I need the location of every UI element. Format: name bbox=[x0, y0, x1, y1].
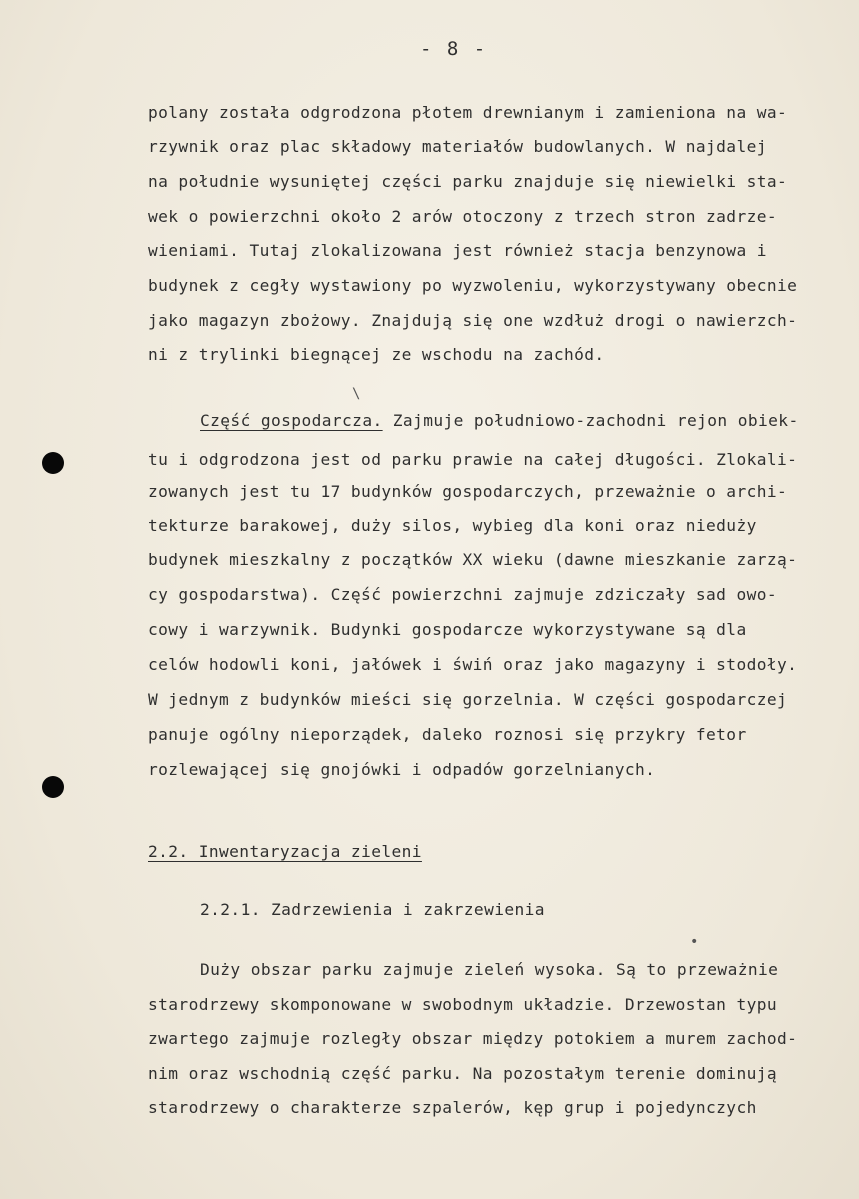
text-line: Duży obszar parku zajmuje zieleń wysoka. Są to przeważnie bbox=[200, 960, 779, 979]
text-line: polany została odgrodzona płotem drewnianym i zamieniona na wa- bbox=[148, 103, 788, 122]
text-line: budynek z cegły wystawiony po wyzwoleniu, wykorzystywany obecnie bbox=[148, 276, 798, 295]
part-heading: Część gospodarcza. bbox=[200, 411, 383, 430]
text-line: rozlewającej się gnojówki i odpadów gorzelnianych. bbox=[148, 760, 656, 779]
text-line: zowanych jest tu 17 budynków gospodarczych, przeważnie o archi- bbox=[148, 482, 788, 501]
text-line: rzywnik oraz plac składowy materiałów budowlanych. W najdalej bbox=[148, 137, 767, 156]
text-fragment: Zajmuje południowo-zachodni rejon obiek- bbox=[382, 411, 799, 430]
text-line: starodrzewy skomponowane w swobodnym układzie. Drzewostan typu bbox=[148, 995, 778, 1014]
stray-mark: \ bbox=[352, 386, 361, 402]
text-line: nim oraz wschodnią część parku. Na pozostałym terenie dominują bbox=[148, 1064, 778, 1083]
stray-mark: • bbox=[690, 934, 699, 950]
text-line bbox=[200, 411, 840, 430]
subsection-heading: 2.2.1. Zadrzewienia i zakrzewienia bbox=[200, 900, 545, 919]
text-line: tekturze barakowej, duży silos, wybieg dla koni oraz nieduży bbox=[148, 516, 757, 535]
text-line: na południe wysuniętej części parku znajduje się niewielki sta- bbox=[148, 172, 788, 191]
text-line: cowy i warzywnik. Budynki gospodarcze wykorzystywane są dla bbox=[148, 620, 747, 639]
text-line: ni z trylinki biegnącej ze wschodu na zachód. bbox=[148, 345, 605, 364]
text-line: panuje ogólny nieporządek, daleko roznosi się przykry fetor bbox=[148, 725, 747, 744]
text-line: wek o powierzchni około 2 arów otoczony z trzech stron zadrze- bbox=[148, 207, 778, 226]
section-heading: 2.2. Inwentaryzacja zieleni bbox=[148, 842, 422, 861]
page-number: - 8 - bbox=[420, 38, 488, 60]
text-line: jako magazyn zbożowy. Znajdują się one wzdłuż drogi o nawierzch- bbox=[148, 311, 798, 330]
text-line: cy gospodarstwa). Część powierzchni zajmuje zdziczały sad owo- bbox=[148, 585, 778, 604]
text-line: tu i odgrodzona jest od parku prawie na całej długości. Zlokali- bbox=[148, 450, 798, 469]
text-line: budynek mieszkalny z początków XX wieku (dawne mieszkanie zarzą- bbox=[148, 550, 798, 569]
text-line: starodrzewy o charakterze szpalerów, kęp grup i pojedynczych bbox=[148, 1098, 757, 1117]
text-line: wieniami. Tutaj zlokalizowana jest również stacja benzynowa i bbox=[148, 241, 767, 260]
punch-hole bbox=[42, 452, 64, 474]
text-line: W jednym z budynków mieści się gorzelnia. W części gospodarczej bbox=[148, 690, 788, 709]
punch-hole bbox=[42, 776, 64, 798]
text-line: celów hodowli koni, jałówek i świń oraz jako magazyny i stodoły. bbox=[148, 655, 798, 674]
text-line: zwartego zajmuje rozległy obszar między potokiem a murem zachod- bbox=[148, 1029, 798, 1048]
